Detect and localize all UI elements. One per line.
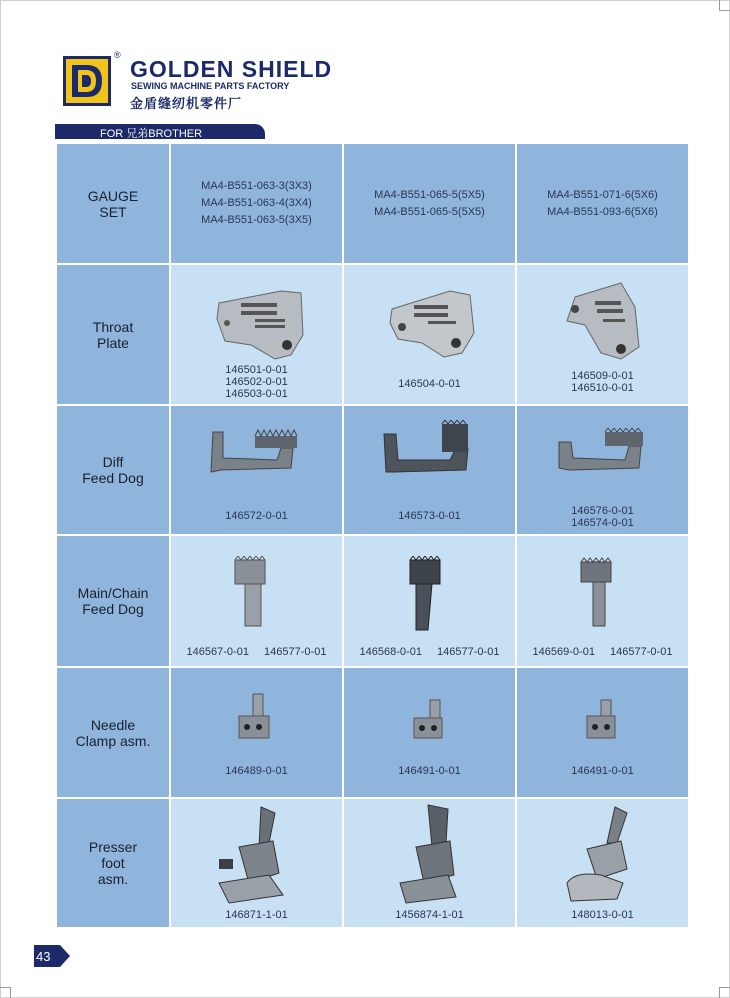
presser-foot-label: Presser foot asm. [88, 839, 138, 887]
part-numbers [517, 765, 688, 777]
part-numbers [344, 510, 515, 522]
registered-mark: ® [114, 50, 121, 60]
crop-mark [719, 987, 730, 998]
part-number: 146569-0-01 [532, 646, 595, 658]
main-feed-dog-icon [575, 556, 625, 636]
gauge-list [517, 187, 688, 221]
part-numbers [344, 378, 515, 390]
part-number: 148013-0-01 [571, 909, 634, 921]
row-label [56, 798, 170, 928]
part-number: 146576-0-01 [571, 505, 634, 517]
table-row [56, 264, 689, 405]
part-numbers [344, 909, 515, 921]
part-number: 146577-0-01 [264, 646, 327, 658]
gauge-cell [170, 143, 343, 264]
golden-shield-logo-icon [63, 56, 111, 106]
needle-clamp-icon [233, 692, 277, 752]
part-cell [343, 405, 516, 535]
part-number: 146871-1-01 [225, 909, 288, 921]
part-cell [516, 264, 689, 405]
parts-table [55, 142, 690, 929]
throat-plate-label: Throat Plate [92, 318, 134, 351]
presser-foot-icon [209, 803, 299, 909]
part-number: 146491-0-01 [398, 765, 461, 777]
part-cell [170, 264, 343, 405]
section-label: FOR 兄弟BROTHER [100, 128, 203, 140]
part-number: 146491-0-01 [571, 765, 634, 777]
part-number: 146489-0-01 [225, 765, 288, 777]
brand-name: GOLDEN SHIELD [130, 56, 333, 82]
diff-feed-dog-icon [555, 428, 655, 488]
part-number: 146577-0-01 [437, 646, 500, 658]
part-number: 146574-0-01 [571, 517, 634, 529]
part-numbers [171, 646, 342, 658]
part-number: 146573-0-01 [398, 510, 461, 522]
part-cell [343, 264, 516, 405]
part-cell [170, 535, 343, 667]
throat-plate-icon [555, 277, 655, 363]
diff-feed-dog-icon [380, 420, 480, 490]
part-number: MA4-B551-063-5(3X5) [201, 214, 312, 226]
gauge-list [171, 178, 342, 229]
part-number: 146509-0-01 [571, 370, 634, 382]
table-row [56, 535, 689, 667]
gauge-cell [343, 143, 516, 264]
part-pair [171, 646, 342, 658]
part-cell [516, 798, 689, 928]
diff-feed-dog-icon [207, 428, 307, 492]
part-cell [516, 405, 689, 535]
main-feed-dog-icon [402, 556, 452, 636]
part-numbers [171, 510, 342, 522]
part-number: 146504-0-01 [398, 378, 461, 390]
part-numbers [344, 765, 515, 777]
needle-clamp-icon [581, 698, 625, 750]
part-numbers [517, 909, 688, 921]
diff-feed-dog-label: Diff Feed Dog [82, 454, 144, 486]
main-feed-dog-label: Main/Chain Feed Dog [77, 585, 149, 617]
part-numbers [171, 364, 342, 400]
gauge-cell [516, 143, 689, 264]
table-row [56, 405, 689, 535]
table-row [56, 667, 689, 798]
crop-mark [0, 987, 11, 998]
gauge-list [344, 187, 515, 221]
part-cell [343, 798, 516, 928]
part-numbers [171, 909, 342, 921]
row-label [56, 667, 170, 798]
part-cell [516, 535, 689, 667]
part-cell [170, 798, 343, 928]
brand-subtitle: SEWING MACHINE PARTS FACTORY [131, 81, 290, 91]
part-cell [343, 535, 516, 667]
part-cell [343, 667, 516, 798]
table-row [56, 143, 689, 264]
part-number: MA4-B551-065-5(5X5) [374, 205, 485, 218]
part-numbers [517, 505, 688, 529]
brand-chinese-name: 金盾缝纫机零件厂 [130, 96, 243, 111]
part-number: 1456874-1-01 [395, 909, 464, 921]
part-numbers [344, 646, 515, 658]
row-label [56, 535, 170, 667]
part-number: MA4-B551-093-6(5X6) [547, 205, 658, 218]
table-row [56, 798, 689, 928]
part-number: 146502-0-01 [225, 376, 288, 388]
part-cell [170, 667, 343, 798]
part-numbers [517, 646, 688, 658]
part-number: 146577-0-01 [610, 646, 673, 658]
part-number: 146568-0-01 [359, 646, 422, 658]
part-number: 146510-0-01 [571, 382, 634, 394]
main-feed-dog-icon [227, 556, 277, 636]
crop-mark [719, 0, 730, 11]
row-label [56, 264, 170, 405]
presser-foot-icon [388, 803, 478, 909]
row-label [56, 405, 170, 535]
part-number: MA4-B551-063-4(3X4) [201, 197, 312, 209]
needle-clamp-icon [408, 698, 452, 750]
part-number: 146501-0-01 [225, 364, 288, 376]
part-numbers [171, 765, 342, 777]
part-number: 146503-0-01 [225, 388, 288, 400]
part-cell [516, 667, 689, 798]
part-number: 146572-0-01 [225, 510, 288, 522]
part-pair [344, 646, 515, 658]
part-cell [170, 405, 343, 535]
gauge-label: GAUGE SET [87, 187, 139, 220]
part-pair [517, 646, 688, 658]
throat-plate-icon [211, 283, 311, 363]
page-number: 43 [36, 949, 51, 964]
part-number: 146567-0-01 [186, 646, 249, 658]
row-label [56, 143, 170, 264]
part-number: MA4-B551-063-3(3X3) [201, 180, 312, 192]
part-number: MA4-B551-065-5(5X5) [374, 188, 485, 201]
part-number: MA4-B551-071-6(5X6) [547, 188, 658, 201]
part-numbers [517, 370, 688, 394]
throat-plate-icon [384, 283, 484, 363]
needle-clamp-label: Needle Clamp asm. [75, 716, 151, 749]
presser-foot-icon [561, 803, 651, 909]
